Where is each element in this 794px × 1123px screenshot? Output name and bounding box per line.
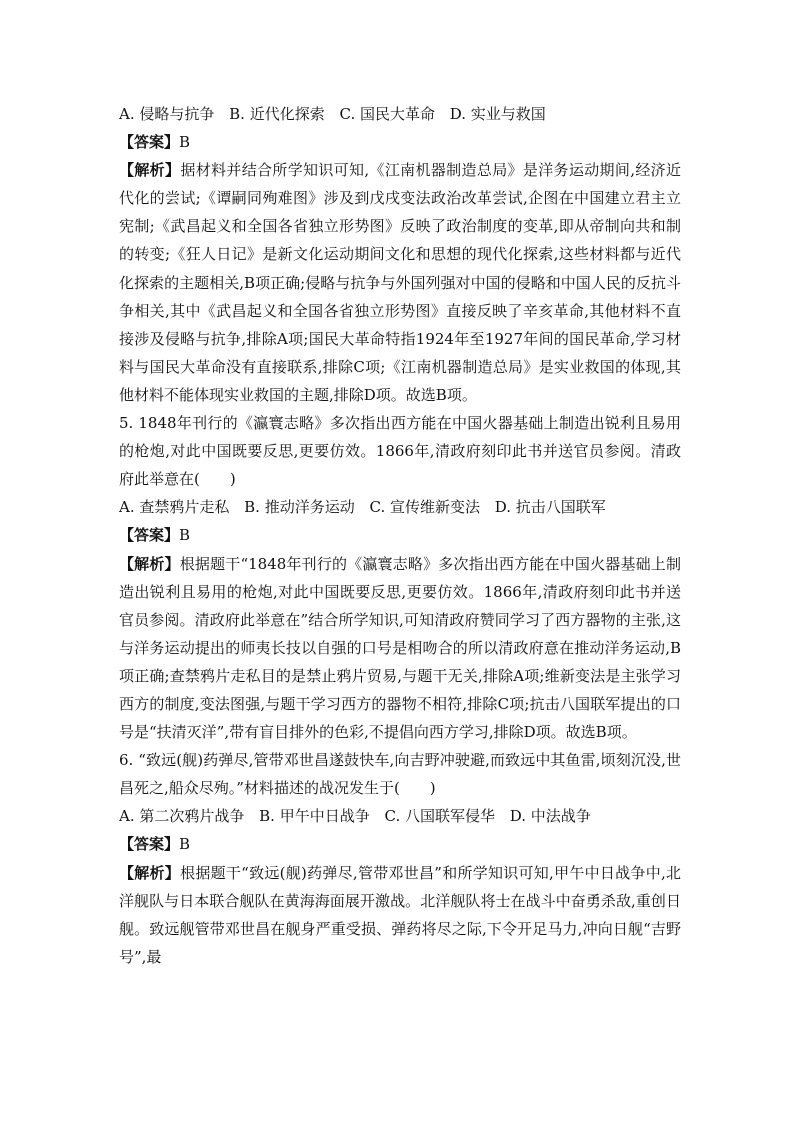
q6-analysis-text: 根据题干“致远(舰)药弹尽,管带邓世昌”和所学知识可知,甲午中日战争中,北洋舰队与日本联合舰队在黄海海面展开激战。北洋舰队将士在战斗中奋勇杀敌,重创日舰。致远舰管带邓世昌在舰身严重受损、弹药将尽之际,下令开足马力,冲向日舰“吉野号”,最	[119, 863, 681, 966]
q4-analysis	[119, 156, 681, 409]
q5-options	[119, 493, 681, 521]
q6-answer-label: 【答案】	[119, 835, 180, 854]
q5-option-a: A. 查禁鸦片走私	[119, 498, 230, 517]
q5-option-b: B. 推动洋务运动	[244, 498, 355, 517]
q4-option-c: C. 国民大革命	[339, 105, 435, 123]
q4-option-a: A. 侵略与抗争	[119, 105, 215, 123]
q5-analysis	[119, 550, 681, 747]
q5-option-d: D. 抗击八国联军	[494, 498, 606, 517]
q4-option-d: D. 实业与救国	[449, 105, 546, 123]
q6-option-a: A. 第二次鸦片战争	[119, 807, 245, 826]
q6-analysis-label: 【解析】	[119, 863, 181, 882]
q6-question: 6. “致远(舰)药弹尽,管带邓世昌遂鼓快车,向吉野冲驶避,而致远中其鱼雷,顷刻沉没,世昌死之,船众尽殉。”材料描述的战况发生于( )	[119, 751, 681, 798]
q5-answer-label: 【答案】	[119, 526, 180, 545]
q6-option-d: D. 中法战争	[509, 807, 591, 826]
q4-analysis-text: 据材料并结合所学知识可知,《江南机器制造总局》是洋务运动期间,经济近代化的尝试;《谭嗣同殉难图》涉及到戊戌变法政治改革尝试,企图在中国建立君主立宪制;《武昌起义和全国各省独立形势图》反映了政治制度的变革,即从帝制向共和制的转变;《狂人日记》是新文化运动期间文化和思想的现代化探索,这些材料都与近代化探索的主题相关,B项正确;侵略与抗争与外国列强对中国的侵略和中国人民的反抗斗争相关,其中《武昌起义和全国各省独立形势图》直接反映了辛亥革命,其他材料不直接涉及侵略与抗争,排除A项;国民大革命特指1924年至1927年间的国民革命,学习材料与国民大革命没有直接联系,排除C项;《江南机器制造总局》是实业救国的体现,其他材料不能体现实业救国的主题,排除D项。故选B项。	[119, 161, 681, 404]
q5-analysis-label: 【解析】	[119, 554, 180, 573]
q4-answer-label: 【答案】	[119, 133, 180, 152]
q5-option-c: C. 宣传维新变法	[369, 498, 480, 517]
q6-option-b: B. 甲午中日战争	[259, 807, 370, 826]
q4-answer-value: B	[179, 133, 191, 152]
q6-answer-value: B	[179, 835, 191, 854]
q4-options	[119, 100, 681, 128]
q6-options	[119, 802, 681, 830]
q5-question: 5. 1848年刊行的《瀛寰志略》多次指出西方能在中国火器基础上制造出锐利且易用的枪炮,对此中国既要反思,更要仿效。1866年,清政府刻印此书并送官员参阅。清政府此举意在( )	[119, 414, 681, 489]
q6-option-c: C. 八国联军侵华	[384, 807, 495, 826]
q4-option-b: B. 近代化探索	[229, 105, 325, 123]
q4-analysis-label: 【解析】	[119, 161, 181, 180]
q5-answer-value: B	[179, 526, 191, 545]
q5-answer	[119, 521, 681, 549]
q6-analysis	[119, 859, 681, 971]
q5-analysis-text: 根据题干“1848年刊行的《瀛寰志略》多次指出西方能在中国火器基础上制造出锐利且易用的枪炮,对此中国既要反思,更要仿效。1866年,清政府刻印此书并送官员参阅。清政府此举意在”结合所学知识,可知清政府赞同学习了西方器物的主张,这与洋务运动提出的师夷长技以自强的口号是相吻合的所以清政府意在推动洋务运动,B项正确;查禁鸦片走私目的是禁止鸦片贸易,与题干无关,排除A项;维新变法是主张学习西方的制度,变法图强,与题干学习西方的器物不相符,排除C项;抗击八国联军提出的口号是“扶清灭洋”,带有盲目排外的色彩,不提倡向西方学习,排除D项。故选B项。	[119, 554, 681, 742]
q4-answer	[119, 128, 681, 156]
q6-answer	[119, 830, 681, 858]
document-content	[119, 100, 681, 971]
